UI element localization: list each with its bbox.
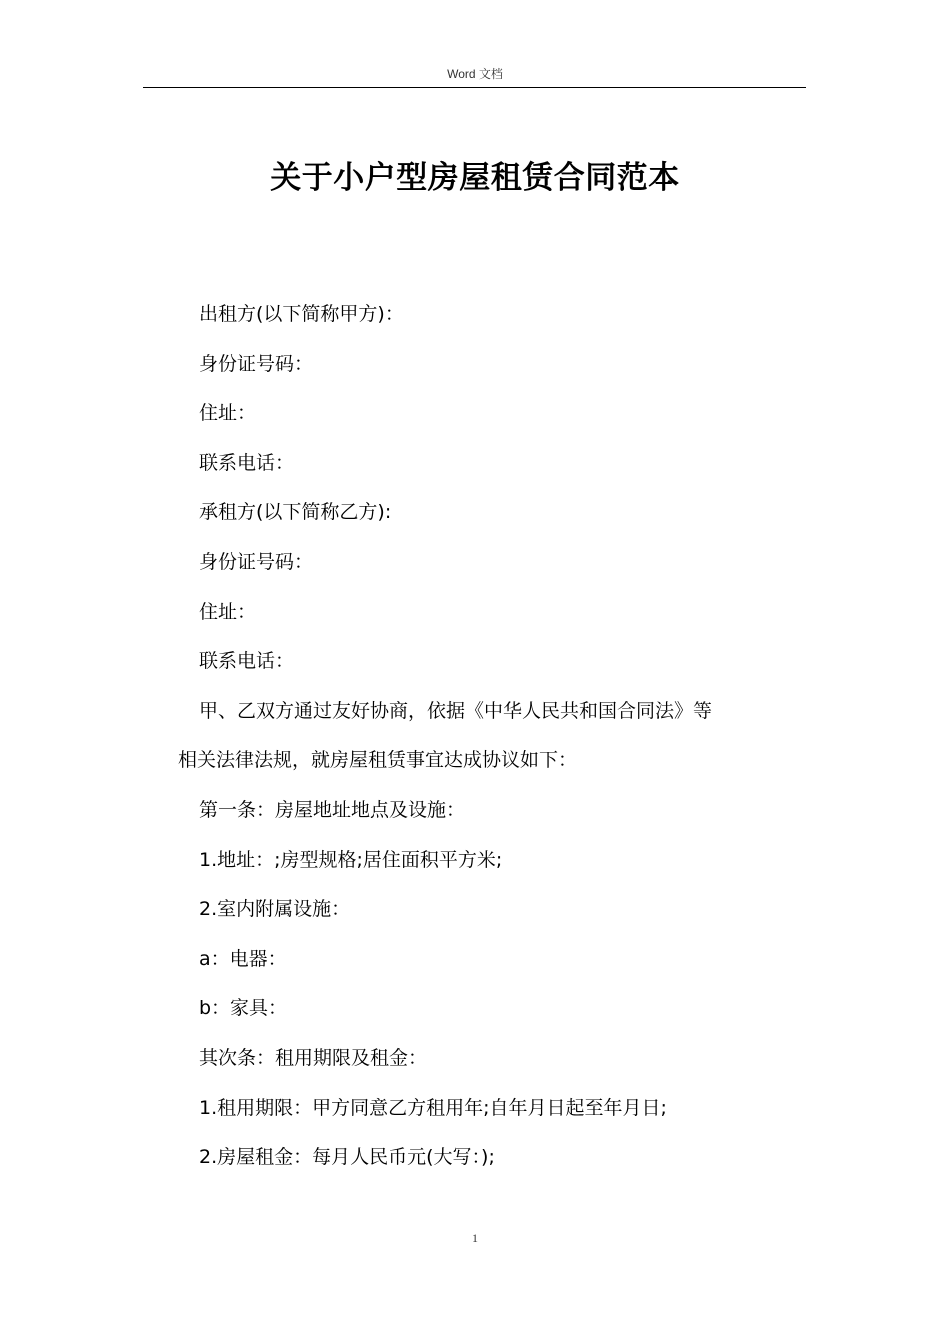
document-body bbox=[178, 290, 808, 1183]
body-line: b：家具： bbox=[199, 997, 288, 1020]
body-line: 甲、乙双方通过友好协商，依据《中华人民共和国合同法》等 bbox=[199, 699, 713, 722]
body-line: 住址： bbox=[199, 600, 257, 623]
body-line: 身份证号码： bbox=[199, 352, 314, 375]
header-divider bbox=[143, 87, 806, 88]
body-line: a：电器： bbox=[199, 947, 287, 970]
document-title: 关于小户型房屋租赁合同范本 bbox=[270, 160, 680, 196]
body-line: 出租方(以下简称甲方)： bbox=[199, 303, 404, 325]
body-line: 第一条：房屋地址地点及设施： bbox=[199, 798, 466, 821]
body-line: 其次条：租用期限及租金： bbox=[199, 1046, 428, 1069]
body-line: 2.室内附属设施： bbox=[199, 898, 351, 921]
body-line: 1.地址：;房型规格;居住面积平方米; bbox=[199, 848, 503, 871]
body-line: 1.租用期限：甲方同意乙方租用年;自年月日起至年月日; bbox=[199, 1096, 667, 1119]
body-line: 承租方(以下简称乙方): bbox=[199, 501, 392, 524]
body-line: 身份证号码： bbox=[199, 550, 314, 573]
page-number: 1 bbox=[472, 1231, 478, 1245]
body-line: 住址： bbox=[199, 402, 257, 425]
body-line: 相关法律法规，就房屋租赁事宜达成协议如下： bbox=[178, 749, 578, 772]
body-line: 联系电话： bbox=[199, 650, 295, 673]
body-line: 联系电话： bbox=[199, 451, 295, 474]
page-header-label: Word 文档 bbox=[447, 67, 503, 81]
body-line: 2.房屋租金：每月人民币元(大写：); bbox=[199, 1146, 495, 1169]
